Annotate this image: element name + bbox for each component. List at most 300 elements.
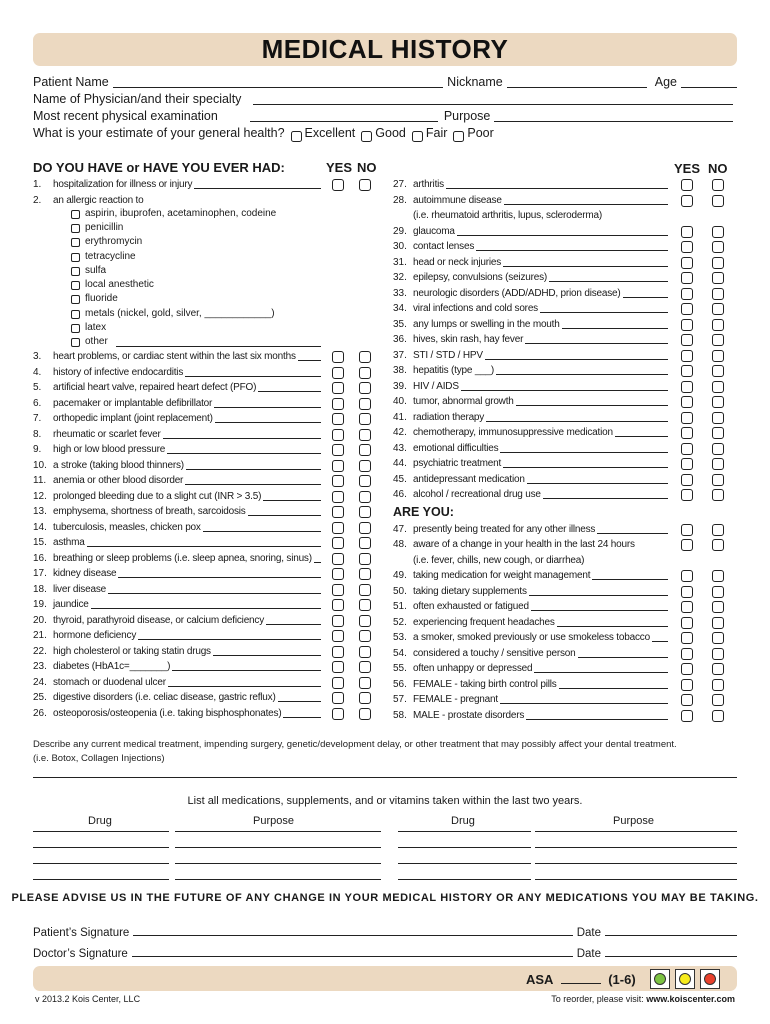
no-checkbox[interactable] (359, 179, 371, 191)
item-answer-line[interactable] (476, 241, 668, 251)
doctor-date-field[interactable] (605, 945, 737, 957)
item-label: rheumatic or scarlet fever (53, 428, 161, 440)
item-number: 20. (33, 614, 47, 626)
item-number: 38. (393, 365, 407, 376)
yes-checkbox[interactable] (332, 413, 344, 425)
no-checkbox[interactable] (359, 553, 371, 565)
yes-checkbox[interactable] (332, 553, 344, 565)
yes-checkbox[interactable] (681, 524, 693, 536)
no-checkbox[interactable] (712, 679, 724, 691)
yes-checkbox[interactable] (681, 195, 693, 207)
advise-notice: PLEASE ADVISE US IN THE FUTURE OF ANY CHANGE IN YOUR MEDICAL HISTORY OR ANY MEDICATIONS YOU MAY BE TAKING. (11, 892, 759, 904)
excellent-checkbox[interactable] (291, 131, 302, 142)
item-answer-line[interactable] (203, 522, 321, 532)
no-checkbox[interactable] (712, 586, 724, 598)
yes-checkbox[interactable] (681, 632, 693, 644)
other-allergy-line[interactable] (116, 338, 321, 347)
allergy-option[interactable] (71, 264, 106, 278)
purpose-field[interactable] (494, 110, 733, 122)
item-answer-line[interactable] (215, 413, 321, 423)
yes-checkbox[interactable] (681, 539, 693, 551)
item-answer-line[interactable] (446, 179, 668, 189)
no-checkbox[interactable] (359, 661, 371, 673)
item-answer-line[interactable] (163, 429, 321, 439)
item-label: diabetes (HbA1c=_______) (53, 661, 171, 672)
item-label: tumor, abnormal growth (413, 396, 514, 407)
yes-checkbox[interactable] (681, 319, 693, 331)
allergy-checkbox[interactable] (71, 324, 80, 333)
item-answer-line[interactable] (500, 443, 668, 453)
yes-checkbox[interactable] (681, 648, 693, 660)
allergy-option[interactable] (71, 321, 106, 335)
item-number: 24. (33, 676, 47, 688)
describe-field[interactable] (33, 777, 737, 778)
doctor-signature-field[interactable] (132, 945, 573, 957)
describe-text: Describe any current medical treatment, impending surgery, genetic/development delay, or other treatment that may possibly affect your dental treatment. (33, 739, 677, 750)
yes-checkbox[interactable] (681, 179, 693, 191)
no-checkbox[interactable] (359, 444, 371, 456)
yes-checkbox[interactable] (681, 272, 693, 284)
allergy-label: penicillin (85, 222, 124, 233)
patient-name-row (33, 74, 737, 91)
no-checkbox[interactable] (359, 584, 371, 596)
item-number: 52. (393, 617, 407, 628)
yes-checkbox[interactable] (332, 568, 344, 580)
age-field[interactable] (681, 76, 737, 88)
yes-checkbox[interactable] (332, 537, 344, 549)
physician-field[interactable] (253, 93, 733, 105)
no-checkbox[interactable] (359, 367, 371, 379)
item-answer-line[interactable] (108, 584, 321, 594)
exam-row (33, 108, 737, 125)
item-number: 49. (393, 570, 407, 581)
question-21 (33, 628, 321, 643)
item-answer-line[interactable] (185, 475, 321, 485)
no-checkbox[interactable] (712, 458, 724, 470)
item-answer-line[interactable] (543, 489, 668, 499)
yes-checkbox[interactable] (332, 179, 344, 191)
item-label: artificial heart valve, repaired heart defect (PFO) (53, 382, 257, 393)
yes-checkbox[interactable] (332, 351, 344, 363)
item-label: viral infections and cold sores (413, 303, 538, 314)
item-number: 58. (393, 710, 407, 721)
item-number: 48. (393, 539, 407, 550)
item-answer-line[interactable] (503, 257, 668, 267)
no-checkbox[interactable] (712, 350, 724, 362)
allergy-checkbox[interactable] (71, 295, 80, 304)
item-answer-line[interactable] (559, 679, 668, 689)
no-checkbox[interactable] (712, 539, 724, 551)
no-checkbox[interactable] (712, 319, 724, 331)
no-checkbox[interactable] (359, 677, 371, 689)
question-33 (393, 286, 668, 301)
no-checkbox[interactable] (712, 195, 724, 207)
item-label: hepatitis (type ___) (413, 365, 495, 376)
no-checkbox[interactable] (712, 474, 724, 486)
item-label: alcohol / recreational drug use (413, 489, 541, 500)
no-checkbox[interactable] (712, 334, 724, 346)
medication-line[interactable] (398, 847, 531, 848)
no-checkbox[interactable] (359, 382, 371, 394)
yes-checkbox[interactable] (681, 381, 693, 393)
item-label: history of infective endocarditis (53, 366, 184, 378)
item-number: 47. (393, 524, 407, 535)
yes-checkbox[interactable] (332, 398, 344, 410)
yes-checkbox[interactable] (332, 615, 344, 627)
yes-checkbox[interactable] (332, 382, 344, 394)
website-link[interactable]: www.koiscenter.com (646, 994, 735, 1004)
item-answer-line[interactable] (549, 272, 668, 282)
allergy-checkbox[interactable] (71, 238, 80, 247)
question-35 (393, 317, 668, 332)
item-answer-line[interactable] (529, 586, 668, 596)
yes-checkbox[interactable] (332, 444, 344, 456)
no-checkbox[interactable] (712, 570, 724, 582)
yes-checkbox[interactable] (332, 460, 344, 472)
item-label: arthritis (413, 179, 444, 190)
yes-checkbox[interactable] (332, 630, 344, 642)
item-answer-line[interactable] (504, 195, 668, 205)
item-answer-line[interactable] (557, 617, 668, 627)
item-label: osteoporosis/osteopenia (i.e. taking bisphosphonates) (53, 707, 282, 719)
no-checkbox[interactable] (712, 396, 724, 408)
yes-checkbox[interactable] (681, 396, 693, 408)
allergy-checkbox[interactable] (71, 338, 80, 347)
good-label: Good (375, 126, 406, 140)
allergy-option[interactable] (71, 235, 142, 249)
allergy-checkbox[interactable] (71, 224, 80, 233)
no-checkbox[interactable] (359, 491, 371, 503)
item-answer-line[interactable] (597, 524, 668, 534)
no-heading-left: NO (357, 160, 377, 175)
question-note (393, 553, 668, 568)
yes-checkbox[interactable] (681, 350, 693, 362)
no-checkbox[interactable] (712, 648, 724, 660)
item-label: jaundice (53, 599, 89, 610)
medication-line[interactable] (398, 863, 531, 864)
yes-checkbox[interactable] (681, 601, 693, 613)
item-answer-line[interactable] (168, 677, 321, 687)
item-answer-line[interactable] (486, 412, 668, 422)
item-answer-line[interactable] (118, 568, 321, 578)
question-25 (33, 690, 321, 705)
item-answer-line[interactable] (213, 646, 321, 656)
no-checkbox[interactable] (712, 412, 724, 424)
item-answer-line[interactable] (138, 630, 321, 640)
question-44 (393, 456, 668, 471)
yes-checkbox[interactable] (681, 427, 693, 439)
yes-checkbox[interactable] (681, 241, 693, 253)
item-label: heart problems, or cardiac stent within the last six months (53, 351, 296, 362)
asa-field[interactable] (561, 973, 601, 984)
item-answer-line[interactable] (540, 303, 668, 313)
red-light-icon[interactable] (700, 969, 720, 989)
yes-checkbox[interactable] (681, 412, 693, 424)
allergy-option[interactable] (71, 292, 118, 306)
item-answer-line[interactable] (578, 648, 669, 658)
nickname-field[interactable] (507, 76, 647, 88)
no-checkbox[interactable] (712, 272, 724, 284)
no-checkbox[interactable] (359, 568, 371, 580)
allergy-label: metals (nickel, gold, silver, ____________) (85, 308, 275, 319)
item-answer-line[interactable] (186, 460, 321, 470)
no-checkbox[interactable] (712, 601, 724, 613)
item-label: often unhappy or depressed (413, 663, 533, 674)
item-answer-line[interactable] (314, 553, 321, 563)
yes-checkbox[interactable] (681, 288, 693, 300)
allergy-option[interactable] (71, 278, 154, 292)
allergy-label: aspirin, ibuprofen, acetaminophen, codeine (85, 208, 277, 219)
no-checkbox[interactable] (359, 398, 371, 410)
medication-line[interactable] (535, 847, 737, 848)
patient-date-field[interactable] (605, 924, 737, 936)
yes-checkbox[interactable] (681, 474, 693, 486)
item-answer-line[interactable] (652, 632, 668, 642)
item-answer-line[interactable] (500, 694, 668, 704)
yes-checkbox[interactable] (681, 458, 693, 470)
yes-checkbox[interactable] (332, 599, 344, 611)
no-checkbox[interactable] (359, 646, 371, 658)
medication-line[interactable] (33, 831, 169, 832)
item-label: neurologic disorders (ADD/ADHD, prion disease) (413, 288, 621, 299)
no-checkbox[interactable] (712, 179, 724, 191)
item-answer-line[interactable] (623, 288, 668, 298)
item-label: FEMALE - pregnant (413, 694, 498, 705)
no-checkbox[interactable] (712, 303, 724, 315)
reorder-text (551, 994, 735, 1004)
yes-checkbox[interactable] (681, 586, 693, 598)
item-label: any lumps or swelling in the mouth (413, 319, 560, 330)
medication-line[interactable] (33, 847, 169, 848)
item-answer-line[interactable] (258, 382, 321, 392)
medication-line[interactable] (535, 863, 737, 864)
item-answer-line[interactable] (534, 663, 668, 673)
allergy-checkbox[interactable] (71, 253, 80, 262)
item-label: prolonged bleeding due to a slight cut (INR > 3.5) (53, 490, 262, 502)
item-answer-line[interactable] (278, 692, 321, 702)
item-answer-line[interactable] (298, 351, 321, 361)
no-checkbox[interactable] (359, 475, 371, 487)
item-answer-line[interactable] (283, 708, 321, 718)
item-answer-line[interactable] (266, 615, 321, 625)
yes-checkbox[interactable] (332, 677, 344, 689)
question-58 (393, 708, 668, 723)
item-number: 8. (33, 428, 42, 440)
yes-checkbox[interactable] (681, 679, 693, 691)
exam-label: Most recent physical examination (33, 109, 218, 123)
yes-checkbox[interactable] (681, 257, 693, 269)
no-checkbox[interactable] (712, 427, 724, 439)
medication-line[interactable] (535, 879, 737, 880)
yes-checkbox[interactable] (332, 708, 344, 720)
yes-checkbox[interactable] (332, 367, 344, 379)
question-38 (393, 363, 668, 378)
item-answer-line[interactable] (87, 537, 321, 547)
question-27 (393, 177, 668, 192)
item-answer-line[interactable] (167, 444, 321, 454)
no-checkbox[interactable] (712, 365, 724, 377)
no-checkbox[interactable] (359, 429, 371, 441)
no-checkbox[interactable] (712, 617, 724, 629)
yes-checkbox[interactable] (681, 710, 693, 722)
medication-line[interactable] (33, 863, 169, 864)
item-answer-line[interactable] (248, 506, 321, 516)
yes-checkbox[interactable] (332, 584, 344, 596)
no-checkbox[interactable] (359, 615, 371, 627)
no-checkbox[interactable] (712, 489, 724, 501)
allergy-option[interactable] (71, 250, 136, 264)
no-checkbox[interactable] (712, 241, 724, 253)
item-number: 22. (33, 645, 47, 657)
medication-line[interactable] (175, 879, 381, 880)
no-checkbox[interactable] (359, 692, 371, 704)
exam-field[interactable] (250, 110, 438, 122)
yes-checkbox[interactable] (681, 663, 693, 675)
no-checkbox[interactable] (359, 630, 371, 642)
question-16 (33, 551, 321, 566)
yes-checkbox[interactable] (332, 506, 344, 518)
yes-checkbox[interactable] (681, 334, 693, 346)
yes-checkbox[interactable] (681, 617, 693, 629)
item-answer-line[interactable] (457, 226, 668, 236)
item-answer-line[interactable] (185, 367, 321, 377)
no-checkbox[interactable] (712, 632, 724, 644)
patient-name-field[interactable] (113, 76, 443, 88)
item-answer-line[interactable] (527, 474, 668, 484)
item-answer-line[interactable] (194, 179, 321, 189)
item-label: STI / STD / HPV (413, 350, 483, 361)
item-answer-line[interactable] (531, 601, 668, 611)
item-answer-line[interactable] (526, 710, 668, 720)
medication-line[interactable] (175, 831, 381, 832)
title-band (33, 33, 737, 66)
question-1 (33, 177, 321, 192)
item-answer-line[interactable] (503, 458, 668, 468)
yes-checkbox[interactable] (332, 475, 344, 487)
yes-checkbox[interactable] (681, 694, 693, 706)
allergy-option[interactable] (71, 221, 123, 235)
yes-checkbox[interactable] (681, 303, 693, 315)
no-checkbox[interactable] (359, 599, 371, 611)
no-checkbox[interactable] (712, 524, 724, 536)
fair-checkbox[interactable] (412, 131, 423, 142)
yes-checkbox[interactable] (681, 365, 693, 377)
medication-line[interactable] (33, 879, 169, 880)
question-32 (393, 270, 668, 285)
item-number: 11. (33, 475, 47, 486)
medication-line[interactable] (535, 831, 737, 832)
medication-line[interactable] (398, 831, 531, 832)
yes-checkbox[interactable] (681, 226, 693, 238)
no-checkbox[interactable] (712, 443, 724, 455)
have-had-heading: DO YOU HAVE or HAVE YOU EVER HAD: (33, 160, 285, 175)
excellent-label: Excellent (304, 126, 356, 140)
no-checkbox[interactable] (359, 413, 371, 425)
item-answer-line[interactable] (496, 365, 668, 375)
item-number: 14. (33, 521, 47, 533)
item-answer-line[interactable] (91, 599, 321, 609)
no-checkbox[interactable] (359, 522, 371, 534)
allergy-option[interactable] (71, 207, 276, 221)
question-45 (393, 472, 668, 487)
no-checkbox[interactable] (712, 257, 724, 269)
question-8 (33, 427, 321, 442)
medication-line[interactable] (175, 863, 381, 864)
medication-line[interactable] (398, 879, 531, 880)
reorder-label: To reorder, please visit: (551, 994, 644, 1004)
no-checkbox[interactable] (712, 710, 724, 722)
question-15 (33, 535, 321, 550)
item-label: asthma (53, 537, 85, 548)
poor-checkbox[interactable] (453, 131, 464, 142)
no-checkbox[interactable] (712, 694, 724, 706)
item-answer-line[interactable] (461, 381, 668, 391)
yes-checkbox[interactable] (332, 522, 344, 534)
question-39 (393, 379, 668, 394)
item-answer-line[interactable] (592, 570, 668, 580)
medication-line[interactable] (175, 847, 381, 848)
allergy-checkbox[interactable] (71, 210, 80, 219)
yes-checkbox[interactable] (332, 491, 344, 503)
no-checkbox[interactable] (359, 708, 371, 720)
no-heading-right: NO (708, 161, 728, 176)
question-note (393, 208, 668, 223)
question-18 (33, 582, 321, 597)
item-number: 33. (393, 288, 407, 299)
item-answer-line[interactable] (172, 661, 321, 671)
allergy-checkbox[interactable] (71, 281, 80, 290)
patient-signature-field[interactable] (133, 924, 572, 936)
no-checkbox[interactable] (712, 288, 724, 300)
green-light-icon[interactable] (650, 969, 670, 989)
yes-checkbox[interactable] (681, 489, 693, 501)
no-checkbox[interactable] (359, 506, 371, 518)
allergy-checkbox[interactable] (71, 267, 80, 276)
item-answer-line[interactable] (562, 319, 668, 329)
version-text: v 2013.2 Kois Center, LLC (35, 994, 141, 1004)
good-checkbox[interactable] (361, 131, 372, 142)
allergy-option[interactable] (71, 335, 321, 349)
item-answer-line[interactable] (214, 398, 321, 408)
item-answer-line[interactable] (263, 491, 321, 501)
question-49 (393, 568, 668, 583)
yes-checkbox[interactable] (332, 646, 344, 658)
no-checkbox[interactable] (359, 460, 371, 472)
yes-checkbox[interactable] (332, 429, 344, 441)
item-number: 32. (393, 272, 407, 283)
yes-checkbox[interactable] (681, 570, 693, 582)
question-26 (33, 706, 321, 721)
item-answer-line[interactable] (525, 334, 668, 344)
allergy-checkbox[interactable] (71, 310, 80, 319)
no-checkbox[interactable] (359, 537, 371, 549)
item-answer-line[interactable] (615, 427, 668, 437)
yes-checkbox[interactable] (332, 692, 344, 704)
yellow-light-icon[interactable] (675, 969, 695, 989)
yes-checkbox[interactable] (681, 443, 693, 455)
allergy-option[interactable] (71, 307, 275, 321)
no-checkbox[interactable] (359, 351, 371, 363)
item-number: 18. (33, 583, 47, 595)
item-answer-line[interactable] (485, 350, 668, 360)
no-checkbox[interactable] (712, 226, 724, 238)
question-51 (393, 599, 668, 614)
no-checkbox[interactable] (712, 381, 724, 393)
item-answer-line[interactable] (516, 396, 668, 406)
yes-checkbox[interactable] (332, 661, 344, 673)
no-checkbox[interactable] (712, 663, 724, 675)
item-number: 29. (393, 226, 407, 237)
